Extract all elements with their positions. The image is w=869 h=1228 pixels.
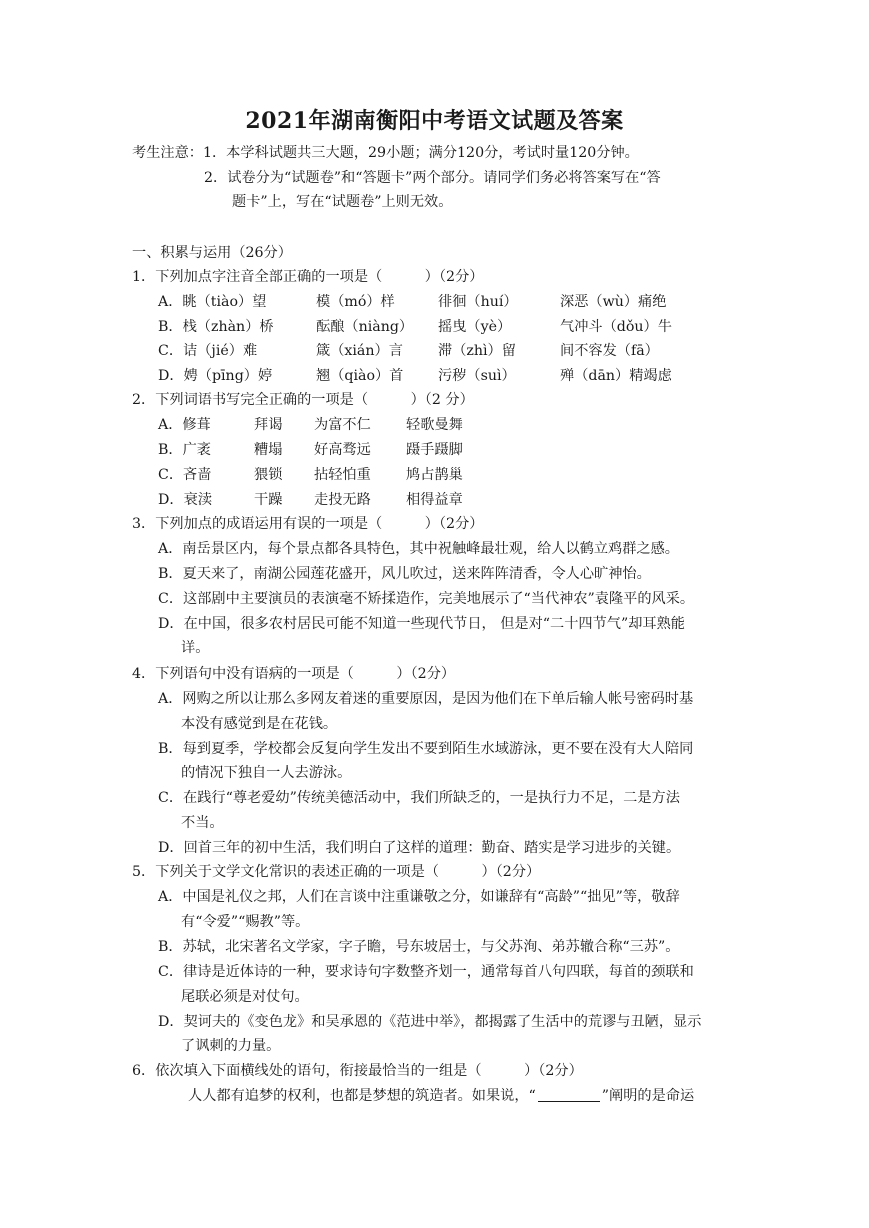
question-2-option-d bbox=[158, 490, 463, 510]
question-3-option-a: A．南岳景区内，每个景点都各具特色，其中祝触峰最壮观，给人以鹤立鸡群之感。 bbox=[158, 541, 679, 557]
question-1-option-c bbox=[158, 341, 659, 361]
question-1-option-a bbox=[158, 292, 666, 312]
option-text: 深恶（wù）痛绝 bbox=[560, 294, 667, 310]
option-text: 好高骛远 bbox=[314, 442, 371, 458]
question-4-stem: 4．下列语句中没有语病的一项是（ ）（2分） bbox=[132, 666, 456, 682]
question-4-option-b: B．每到夏季，学校都会反复向学生发出不要到陌生水域游泳，更不要在没有大人陪同 bbox=[158, 741, 694, 757]
question-5-option-d-cont: 了讽刺的力量。 bbox=[181, 1038, 281, 1054]
option-text: 糟塌 bbox=[254, 442, 283, 458]
question-4-option-a-cont: 本没有感觉到是在花钱。 bbox=[181, 716, 338, 732]
option-text: D．衰渎 bbox=[158, 492, 212, 508]
option-text: 摇曳（yè） bbox=[438, 319, 512, 335]
option-text: 为富不仁 bbox=[314, 417, 371, 433]
notice-line-2: 2．试卷分为“试题卷”和“答题卡”两个部分。请同学们务必将答案写在“答 bbox=[204, 170, 661, 186]
notice-line-3: 题卡”上，写在“试题卷”上则无效。 bbox=[232, 194, 453, 210]
question-3-stem: 3．下列加点的成语运用有误的一项是（ ）（2分） bbox=[132, 516, 484, 532]
option-text: A．修葺 bbox=[158, 417, 211, 433]
notice-line-1: 考生注意：1．本学科试题共三大题，29小题；满分120分，考试时量120分钟。 bbox=[132, 145, 639, 161]
question-1-option-d bbox=[158, 366, 672, 386]
question-2-option-b bbox=[158, 440, 463, 460]
page-title: 2021年湖南衡阳中考语文试题及答案 bbox=[245, 108, 624, 134]
option-text: 轻歌曼舞 bbox=[406, 417, 463, 433]
option-text: 箴（xián）言 bbox=[316, 343, 403, 359]
option-text: B．栈（zhàn）桥 bbox=[158, 319, 274, 335]
section-heading: 一、积累与运用（26分） bbox=[132, 245, 292, 261]
option-text: 猥锁 bbox=[254, 467, 283, 483]
option-text: 间不容发（fā） bbox=[560, 343, 659, 359]
question-5-option-a: A．中国是礼仪之邦，人们在言谈中注重谦敬之分，如谦辞有“高龄”“拙见”等，敬辞 bbox=[158, 889, 680, 905]
question-5-option-c-cont: 尾联必须是对仗句。 bbox=[181, 989, 309, 1005]
option-text: 气冲斗（dǒu）牛 bbox=[560, 319, 672, 335]
question-5-option-c: C．律诗是近体诗的一种，要求诗句字数整齐划一，通常每首八句四联，每首的颈联和 bbox=[158, 964, 694, 980]
question-3-option-c: C．这部剧中主要演员的表演毫不矫揉造作，完美地展示了“当代神农”袁隆平的风采。 bbox=[158, 591, 695, 607]
question-4-option-c: C．在践行“尊老爱幼”传统美德活动中，我们所缺乏的，一是执行力不足，二是方法 bbox=[158, 790, 680, 806]
question-4-option-b-cont: 的情况下独自一人去游泳。 bbox=[181, 765, 352, 781]
paragraph-text: 人人都有追梦的权利，也都是梦想的筑造者。如果说，“ bbox=[188, 1088, 536, 1104]
question-2-option-c bbox=[158, 465, 463, 485]
option-text: 模（mó）样 bbox=[316, 294, 395, 310]
question-2-option-a bbox=[158, 415, 463, 435]
question-5-option-b: B．苏轼，北宋著名文学家，字子瞻，号东坡居士，与父苏洵、弟苏辙合称“三苏”。 bbox=[158, 939, 680, 955]
question-4-option-c-cont: 不当。 bbox=[181, 815, 224, 831]
question-3-option-d-cont: 详。 bbox=[181, 640, 210, 656]
question-6-stem: 6．依次填入下面横线处的语句，衔接最恰当的一组是（ ）（2分） bbox=[132, 1063, 583, 1079]
paragraph-text-cont: ”阐明的是命运 bbox=[601, 1088, 695, 1104]
fill-in-blank bbox=[538, 1087, 600, 1102]
option-text: 蹑手蹑脚 bbox=[406, 442, 463, 458]
question-6-paragraph bbox=[188, 1086, 694, 1106]
question-4-option-a: A．网购之所以让那么多网友着迷的重要原因，是因为他们在下单后输人帐号密码时基 bbox=[158, 691, 694, 707]
option-text: C．吝啬 bbox=[158, 467, 212, 483]
option-text: A．眺（tiào）望 bbox=[158, 294, 267, 310]
option-text: 殚（dān）精竭虑 bbox=[560, 368, 672, 384]
question-5-option-a-cont: 有“令爱”“赐教”等。 bbox=[181, 914, 310, 930]
question-1-option-b bbox=[158, 317, 672, 337]
option-text: 拈轻怕重 bbox=[314, 467, 371, 483]
option-text: 污秽（suì） bbox=[438, 368, 516, 384]
option-text: 干躁 bbox=[254, 492, 283, 508]
option-text: 滞（zhì）留 bbox=[438, 343, 516, 359]
question-2-stem: 2．下列词语书写完全正确的一项是（ ）（2 分） bbox=[132, 392, 474, 408]
question-3-option-b: B．夏天来了，南湖公园莲花盛开，风儿吹过，送来阵阵清香，令人心旷神怡。 bbox=[158, 566, 651, 582]
option-text: 鸠占鹊巢 bbox=[406, 467, 463, 483]
option-text: 翘（qiào）首 bbox=[316, 368, 404, 384]
option-text: 走投无路 bbox=[314, 492, 371, 508]
option-text: 酝酿（niàng） bbox=[316, 319, 414, 335]
question-4-option-d: D．回首三年的初中生活，我们明白了这样的道理：勤奋、踏实是学习进步的关键。 bbox=[158, 840, 681, 856]
option-text: 徘徊（huí） bbox=[438, 294, 518, 310]
question-5-stem: 5．下列关于文学文化常识的表述正确的一项是（ ）（2分） bbox=[132, 864, 541, 880]
option-text: 相得益章 bbox=[406, 492, 463, 508]
option-text: D．娉（pīng）婷 bbox=[158, 368, 273, 384]
question-1-stem: 1．下列加点字注音全部正确的一项是（ ）（2分） bbox=[132, 269, 484, 285]
option-text: C．诘（jié）难 bbox=[158, 343, 258, 359]
option-text: 拜谒 bbox=[254, 417, 283, 433]
question-5-option-d: D．契诃夫的《变色龙》和吴承恩的《范进中举》，都揭露了生活中的荒谬与丑陋，显示 bbox=[158, 1014, 702, 1030]
question-3-option-d: D．在中国，很多农村居民可能不知道一些现代节日， 但是对“二十四节气”却耳熟能 bbox=[158, 616, 685, 632]
option-text: B．广袤 bbox=[158, 442, 211, 458]
